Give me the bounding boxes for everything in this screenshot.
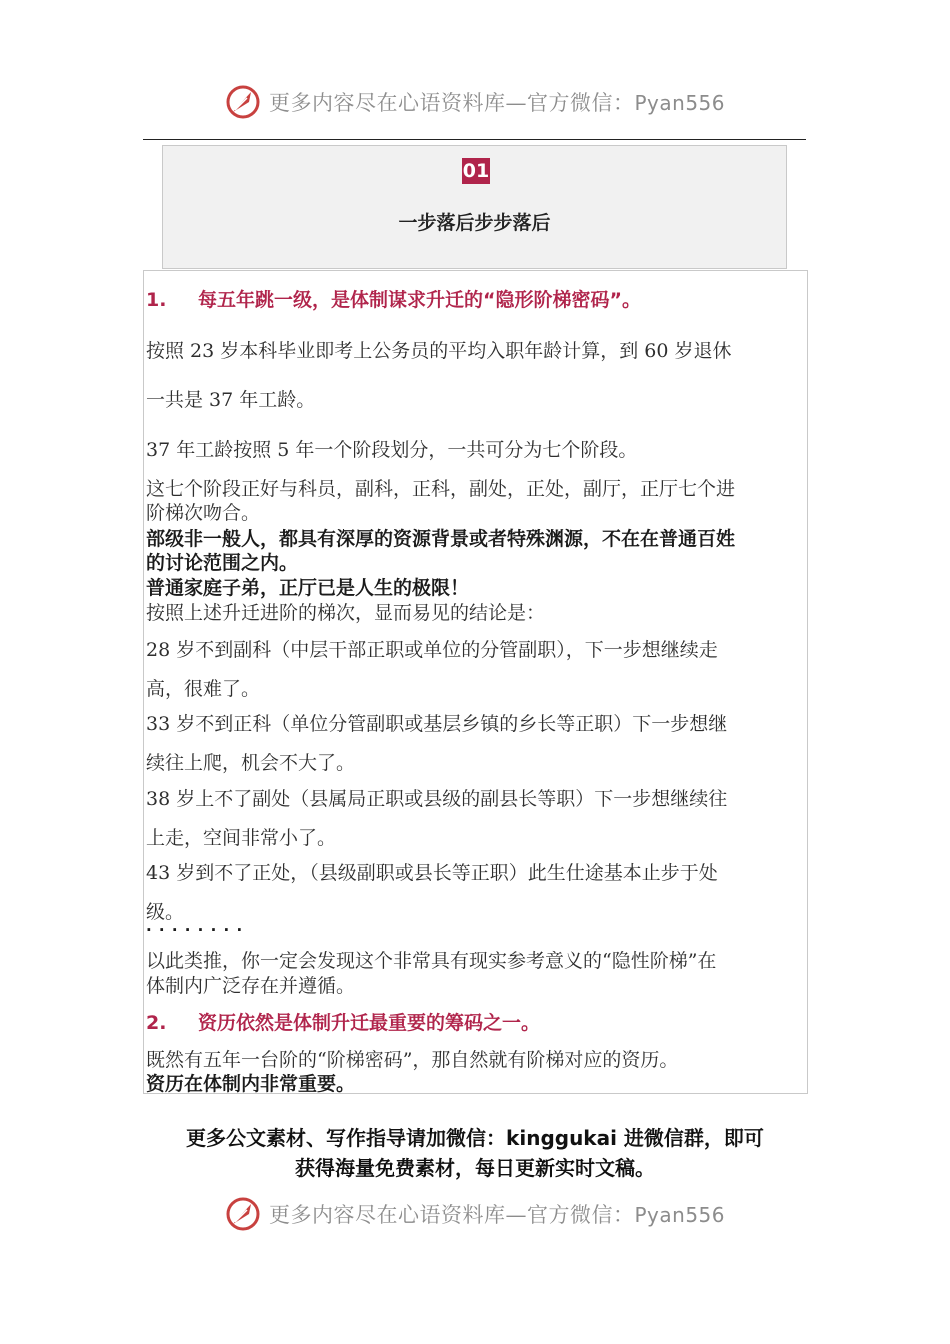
top-divider — [143, 139, 806, 140]
paragraph-line: 既然有五年一台阶的“阶梯密码”，那自然就有阶梯对应的资历。 — [146, 1049, 679, 1071]
feather-pen-logo-icon — [225, 84, 261, 120]
bold-paragraph-line: 资历在体制内非常重要。 — [146, 1073, 356, 1095]
heading-2: 2. 资历依然是体制升迁最重要的筹码之一。 — [146, 1012, 541, 1034]
article-content — [143, 270, 808, 1094]
paragraph-line: 这七个阶段正好与科员，副科，正科，副处，正处，副厅，正厅七个进 — [146, 478, 736, 500]
section-number-badge: 01 — [462, 160, 490, 182]
paragraph-line: 28 岁不到副科（中层干部正职或单位的分管副职），下一步想继续走 — [146, 639, 718, 661]
header-banner — [0, 80, 950, 124]
ellipsis-dots: · · · · · · · · — [146, 921, 244, 939]
paragraph-line: 按照 23 岁本科毕业即考上公务员的平均入职年龄计算，到 60 岁退休 — [146, 340, 732, 362]
paragraph-line: 以此类推，你一定会发现这个非常具有现实参考意义的“隐性阶梯”在 — [146, 950, 717, 972]
paragraph-line: 43 岁到不了正处，（县级副职或县长等正职）此生仕途基本止步于处 — [146, 862, 718, 884]
bold-paragraph-line: 普通家庭子弟，正厅已是人生的极限！ — [146, 577, 470, 599]
header-banner-text: 更多内容尽在心语资料库—官方微信：Pyan556 — [268, 91, 725, 115]
bold-paragraph-line: 部级非一般人，都具有深厚的资源背景或者特殊渊源，不在在普通百姓 — [146, 528, 736, 550]
paragraph-line: 级。 — [146, 901, 185, 923]
paragraph-line: 体制内广泛存在并遵循。 — [146, 975, 356, 997]
promo-line-1: 更多公文素材、写作指导请加微信：kinggukai 进微信群，即可 — [186, 1126, 764, 1150]
paragraph-line: 阶梯次吻合。 — [146, 502, 261, 524]
heading-1: 1. 每五年跳一级，是体制谋求升迁的“隐形阶梯密码”。 — [146, 289, 641, 311]
footer-banner — [0, 1192, 950, 1236]
promo-line-2: 获得海量免费素材，每日更新实时文稿。 — [295, 1156, 655, 1180]
paragraph-line: 37 年工龄按照 5 年一个阶段划分，一共可分为七个阶段。 — [146, 439, 638, 461]
section-title-box — [162, 145, 787, 269]
footer-banner-text: 更多内容尽在心语资料库—官方微信：Pyan556 — [268, 1203, 725, 1227]
paragraph-line: 上走，空间非常小了。 — [146, 827, 337, 849]
feather-pen-logo-icon — [225, 1196, 261, 1232]
paragraph-line: 按照上述升迁进阶的梯次，显而易见的结论是： — [146, 602, 546, 624]
paragraph-line: 一共是 37 年工龄。 — [146, 389, 316, 411]
bold-paragraph-line: 的讨论范围之内。 — [146, 552, 299, 574]
paragraph-line: 33 岁不到正科（单位分管副职或基层乡镇的乡长等正职）下一步想继 — [146, 713, 728, 735]
paragraph-line: 续往上爬，机会不大了。 — [146, 752, 356, 774]
section-title: 一步落后步步落后 — [398, 212, 551, 234]
paragraph-line: 38 岁上不了副处（县属局正职或县级的副县长等职）下一步想继续往 — [146, 788, 728, 810]
paragraph-line: 高，很难了。 — [146, 678, 261, 700]
